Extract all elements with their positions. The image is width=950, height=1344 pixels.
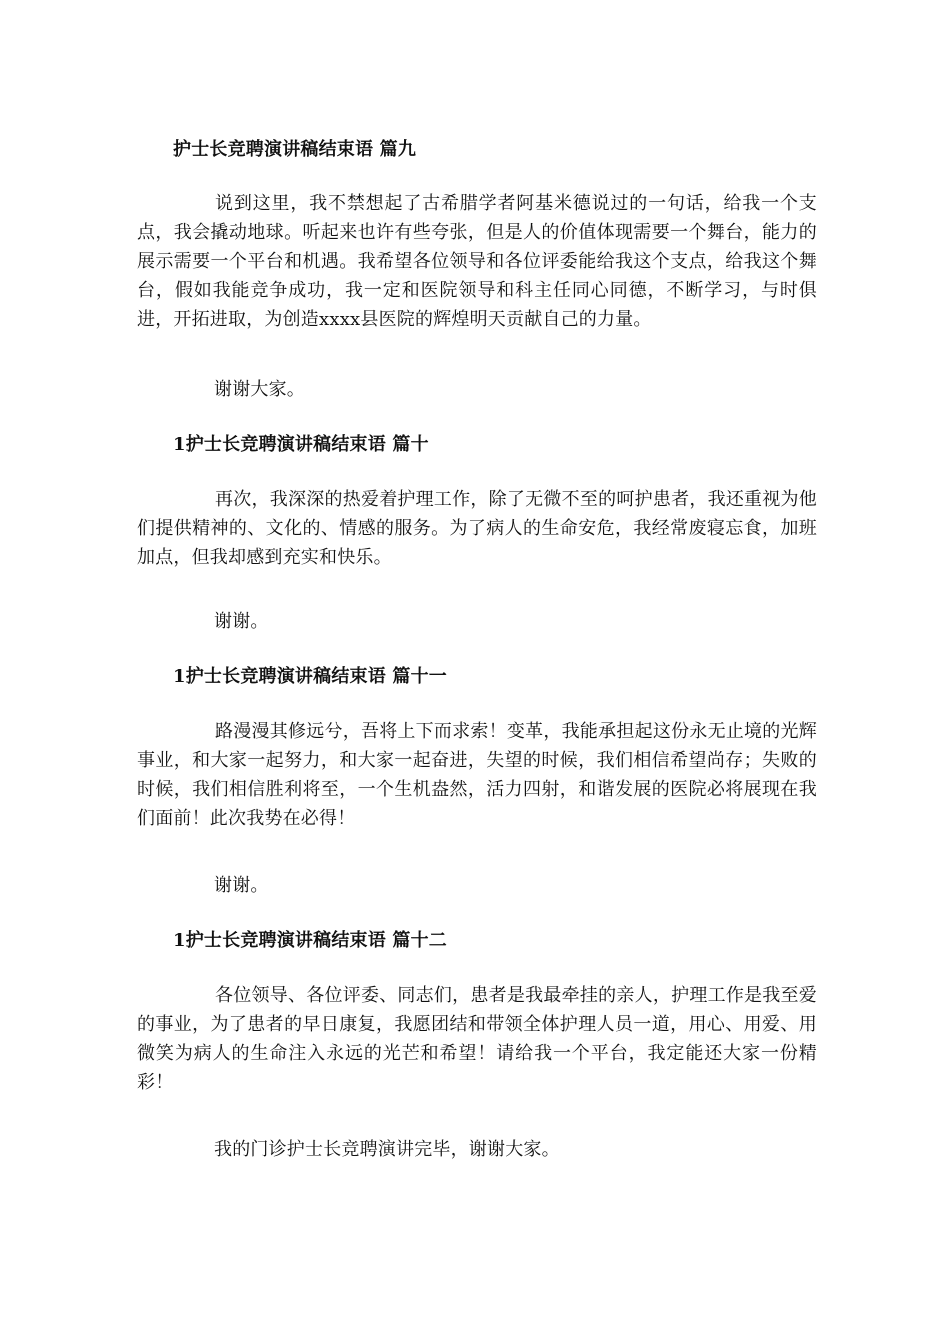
section-heading: 1护士长竞聘演讲稿结束语 篇十一: [173, 666, 447, 687]
section-paragraph: 再次，我深深的热爱着护理工作，除了无微不至的呵护患者，我还重视为他们提供精神的、文化的、情感的服务。为了病人的生命安危，我经常废寝忘食，加班加点，但我却感到充实和快乐。: [137, 489, 817, 568]
section-heading: 护士长竞聘演讲稿结束语 篇九: [173, 139, 417, 160]
section-closing: 谢谢。: [214, 611, 269, 632]
section-paragraph: 各位领导、各位评委、同志们，患者是我最牵挂的亲人，护理工作是我至爱的事业，为了患者的早日康复，我愿团结和带领全体护理人员一道，用心、用爱、用微笑为病人的生命注入永远的光芒和希望！请给我一个平台，我定能还大家一份精彩！: [137, 985, 817, 1093]
section-paragraph: 说到这里，我不禁想起了古希腊学者阿基米德说过的一句话，给我一个支点，我会撬动地球。听起来也许有些夸张，但是人的价值体现需要一个舞台，能力的展示需要一个平台和机遇。我希望各位领导和各位评委能给我这个支点，给我这个舞台，假如我能竞争成功，我一定和医院领导和科主任同心同德，不断学习，与时俱进，开拓进取，为创造xxxx县医院的辉煌明天贡献自己的力量。: [137, 193, 817, 330]
section-heading: 1护士长竞聘演讲稿结束语 篇十二: [173, 930, 447, 951]
section-paragraph: 路漫漫其修远兮，吾将上下而求索！变革，我能承担起这份永无止境的光辉事业，和大家一起努力，和大家一起奋进，失望的时候，我们相信希望尚存；失败的时候，我们相信胜利将至，一个生机盎然，活力四射，和谐发展的医院必将展现在我们面前！此次我势在必得！: [137, 721, 817, 829]
section-closing: 谢谢大家。: [214, 379, 305, 400]
section-closing: 谢谢。: [214, 875, 269, 896]
section-closing: 我的门诊护士长竞聘演讲完毕，谢谢大家。: [214, 1139, 560, 1160]
section-heading: 1护士长竞聘演讲稿结束语 篇十: [173, 434, 429, 455]
